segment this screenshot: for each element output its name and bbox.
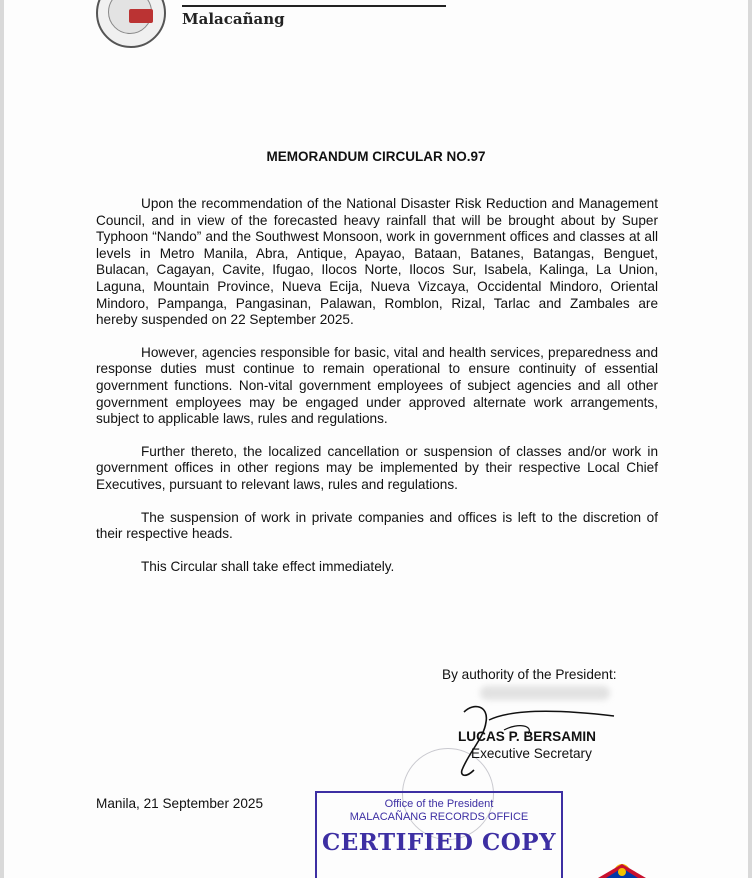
memo-title: MEMORANDUM CIRCULAR NO.97 bbox=[266, 149, 486, 164]
paragraph-3: Further thereto, the localized cancellation or suspension of classes and/or work in government offices in other regions may be implemented by their respective Local Chief Executives, pursuant to relevant laws, rules and regulations. bbox=[96, 443, 658, 492]
redacted-signature bbox=[480, 686, 610, 700]
certified-copy-stamp bbox=[315, 791, 563, 878]
stamp-line-3: CERTIFIED COPY bbox=[321, 829, 557, 856]
paragraph-1: Upon the recommendation of the National Disaster Risk Reduction and Management Council, and in view of the forecasted heavy rainfall that will be brought about by Super Typhoon “Nando” and the Southwest Monsoon, work in government offices and classes at all levels in Metro Manila, Abra, Antique, Apayao, Bataan, Batanes, Batangas, Benguet, Bulacan, Cagayan, Cavite, Ifugao, Ilocos Norte, Ilocos Sur, Isabela, Kalinga, La Union, Laguna, Mountain Province, Nueva Ecija, Nueva Vizcaya, Occidental Mindoro, Oriental Mindoro, Pampanga, Pangasinan, Palawan, Romblon, Rizal, Tarlac and Zambales are hereby suspended on 22 September 2025. bbox=[96, 196, 658, 328]
authority-line: By authority of the President: bbox=[442, 667, 617, 682]
paragraph-5: This Circular shall take effect immediately. bbox=[141, 558, 395, 574]
signatory-title: Executive Secretary bbox=[471, 746, 592, 761]
memo-body bbox=[96, 196, 658, 591]
bagong-pilipinas-logo-icon bbox=[592, 850, 652, 878]
presidential-seal-icon bbox=[96, 0, 166, 48]
stamp-line-2: MALACAÑANG RECORDS OFFICE bbox=[349, 811, 529, 823]
paragraph-4: The suspension of work in private companies and offices is left to the discretion of their respective heads. bbox=[96, 509, 658, 542]
signatory-name: LUCAS P. BERSAMIN bbox=[458, 729, 596, 744]
place-date: Manila, 21 September 2025 bbox=[96, 796, 264, 811]
paragraph-2: However, agencies responsible for basic, vital and health services, preparedness and response duties must continue to remain operational to ensure continuity of essential government functions. Non-vital government employees of subject agencies and all other government employees may be engaged under approved alternate work arrangements, subject to applicable laws, rules and regulations. bbox=[96, 344, 658, 427]
document-page bbox=[4, 0, 748, 878]
masthead: Malacañang bbox=[182, 10, 285, 28]
stamp-line-1: Office of the President bbox=[384, 798, 494, 810]
header-rule bbox=[182, 5, 446, 7]
